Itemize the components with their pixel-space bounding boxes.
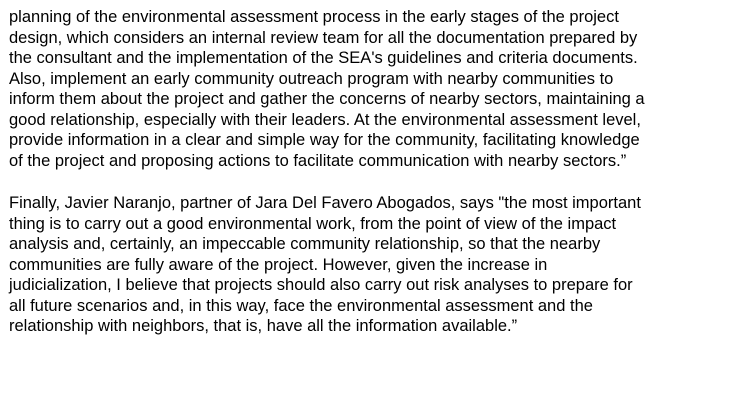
text-line: good relationship, especially with their leaders. At the environmental assessment level, [9,110,641,129]
text-line: communities are fully aware of the project. However, given the increase in [9,255,548,274]
text-line: judicialization, I believe that projects should also carry out risk analyses to prepare for [9,276,633,294]
text-line: provide information in a clear and simple way for the community, facilitating knowledge [9,131,640,149]
text-line: analysis and, certainly, an impeccable community relationship, so that the nearby [9,235,601,253]
text-line: the consultant and the implementation of the SEA's guidelines and criteria documents. [9,49,638,67]
paragraph-2 [9,193,742,337]
text-line: all future scenarios and, in this way, face the environmental assessment and the [9,296,593,315]
text-line: of the project and proposing actions to facilitate communication with nearby sectors.” [9,151,627,170]
paragraph-1 [9,7,742,171]
text-line: Also, implement an early community outreach program with nearby communities to [9,69,614,88]
text-line: design, which considers an internal review team for all the documentation prepared by [9,28,638,47]
text-line: thing is to carry out a good environmental work, from the point of view of the impact [9,214,617,233]
text-line: inform them about the project and gather the concerns of nearby sectors, maintaining a [9,90,645,108]
text-line: planning of the environmental assessment process in the early stages of the project [9,8,619,26]
text-line: Finally, Javier Naranjo, partner of Jara Del Favero Abogados, says "the most important [9,194,641,212]
text-line: relationship with neighbors, that is, have all the information available.” [9,317,518,335]
